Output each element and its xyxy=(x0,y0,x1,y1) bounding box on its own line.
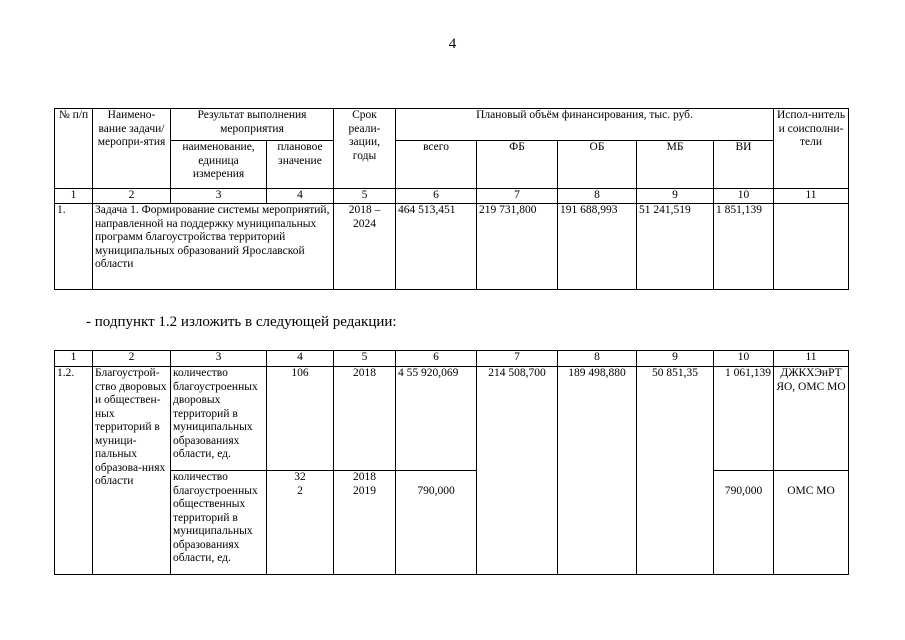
header-result-name: наименование, единица измерения xyxy=(171,141,267,189)
item12-vi-1: 1 061,139 xyxy=(714,367,774,471)
col-num-1: 1 xyxy=(55,189,93,204)
header-mb: МБ xyxy=(637,141,714,189)
col-num-10: 10 xyxy=(714,189,774,204)
item12-indicator-public: количество благоустроенных общественных территорий в муниципальных образованиях области, ед. xyxy=(171,471,267,575)
item12-year-public xyxy=(334,471,396,575)
col-num-7: 7 xyxy=(477,189,558,204)
item12-fb: 214 508,700 xyxy=(477,367,558,575)
item12-year-public-2: 2019 xyxy=(353,484,376,497)
task1-row xyxy=(55,204,849,290)
column-numbers-row-2 xyxy=(55,351,849,367)
col2-num-10: 10 xyxy=(714,351,774,367)
task1-fb: 219 731,800 xyxy=(477,204,558,290)
item12-mb: 50 851,35 xyxy=(637,367,714,575)
col-num-3: 3 xyxy=(171,189,267,204)
task1-ob: 191 688,993 xyxy=(558,204,637,290)
item12-row2 xyxy=(55,471,849,575)
header-ob: ОБ xyxy=(558,141,637,189)
item12-total-2 xyxy=(396,471,477,575)
item12-vi-2 xyxy=(714,471,774,575)
col-num-11: 11 xyxy=(774,189,849,204)
header-result: Результат выполнения мероприятия xyxy=(171,109,334,141)
item12-total-2-value: 790,000 xyxy=(417,485,455,497)
col-num-9: 9 xyxy=(637,189,714,204)
item12-value-yards: 106 xyxy=(267,367,334,471)
item12-num: 1.2. xyxy=(55,367,93,575)
col2-num-8: 8 xyxy=(558,351,637,367)
header-term: Срок реали-зации, годы xyxy=(334,109,396,189)
task1-num: 1. xyxy=(55,204,93,290)
col2-num-2: 2 xyxy=(93,351,171,367)
col-num-8: 8 xyxy=(558,189,637,204)
col2-num-9: 9 xyxy=(637,351,714,367)
header-vi: ВИ xyxy=(714,141,774,189)
item12-value-public xyxy=(267,471,334,575)
col2-num-5: 5 xyxy=(334,351,396,367)
column-numbers-row xyxy=(55,189,849,204)
col2-num-7: 7 xyxy=(477,351,558,367)
item12-total-1: 4 55 920,069 xyxy=(396,367,477,471)
item12-executor-2 xyxy=(774,471,849,575)
task1-text: Задача 1. Формирование системы мероприятий, направленной на поддержку муниципальных программ благоустройства территорий муниципальных образований Ярославской области xyxy=(93,204,334,290)
page-number: 4 xyxy=(448,36,457,52)
item12-vi-2-value: 790,000 xyxy=(724,485,763,497)
item12-executor-2-value: ОМС МО xyxy=(787,485,835,497)
col-num-6: 6 xyxy=(396,189,477,204)
col-num-2: 2 xyxy=(93,189,171,204)
task1-vi: 1 851,139 xyxy=(714,204,774,290)
col-num-4: 4 xyxy=(267,189,334,204)
header-funding: Плановый объём финансирования, тыс. руб. xyxy=(396,109,774,141)
item12-year-public-1: 2018 xyxy=(353,471,376,483)
financing-table-item-1-2 xyxy=(54,350,849,575)
col2-num-4: 4 xyxy=(267,351,334,367)
header-num: № п/п xyxy=(55,109,93,189)
task1-executor xyxy=(774,204,849,290)
task1-mb: 51 241,519 xyxy=(637,204,714,290)
amendment-note: - подпункт 1.2 изложить в следующей редакции: xyxy=(86,314,397,330)
header-total: всего xyxy=(396,141,477,189)
col2-num-11: 11 xyxy=(774,351,849,367)
header-name: Наимено-вание задачи/ меропри-ятия xyxy=(93,109,171,189)
header-executor: Испол-нитель и соисполни-тели xyxy=(774,109,849,189)
header-result-value: плановое значение xyxy=(267,141,334,189)
task1-term: 2018 – 2024 xyxy=(334,204,396,290)
item12-executor-1: ДЖКХЭиРТ ЯО, ОМС МО xyxy=(774,367,849,471)
header-fb: ФБ xyxy=(477,141,558,189)
col-num-5: 5 xyxy=(334,189,396,204)
col2-num-6: 6 xyxy=(396,351,477,367)
item12-value-public-2019: 2 xyxy=(297,484,303,497)
col2-num-1: 1 xyxy=(55,351,93,367)
item12-name: Благоустрой-ство дворовых и обществен-ных территорий в муници-пальных образова-ниях области xyxy=(93,367,171,575)
task1-total: 464 513,451 xyxy=(396,204,477,290)
item12-row1 xyxy=(55,367,849,471)
item12-year-yards: 2018 xyxy=(334,367,396,471)
financing-table-header xyxy=(54,108,849,290)
item12-value-public-2018: 32 xyxy=(294,471,306,483)
item12-indicator-yards: количество благоустроенных дворовых территорий в муниципальных образованиях области, ед. xyxy=(171,367,267,471)
col2-num-3: 3 xyxy=(171,351,267,367)
item12-ob: 189 498,880 xyxy=(558,367,637,575)
